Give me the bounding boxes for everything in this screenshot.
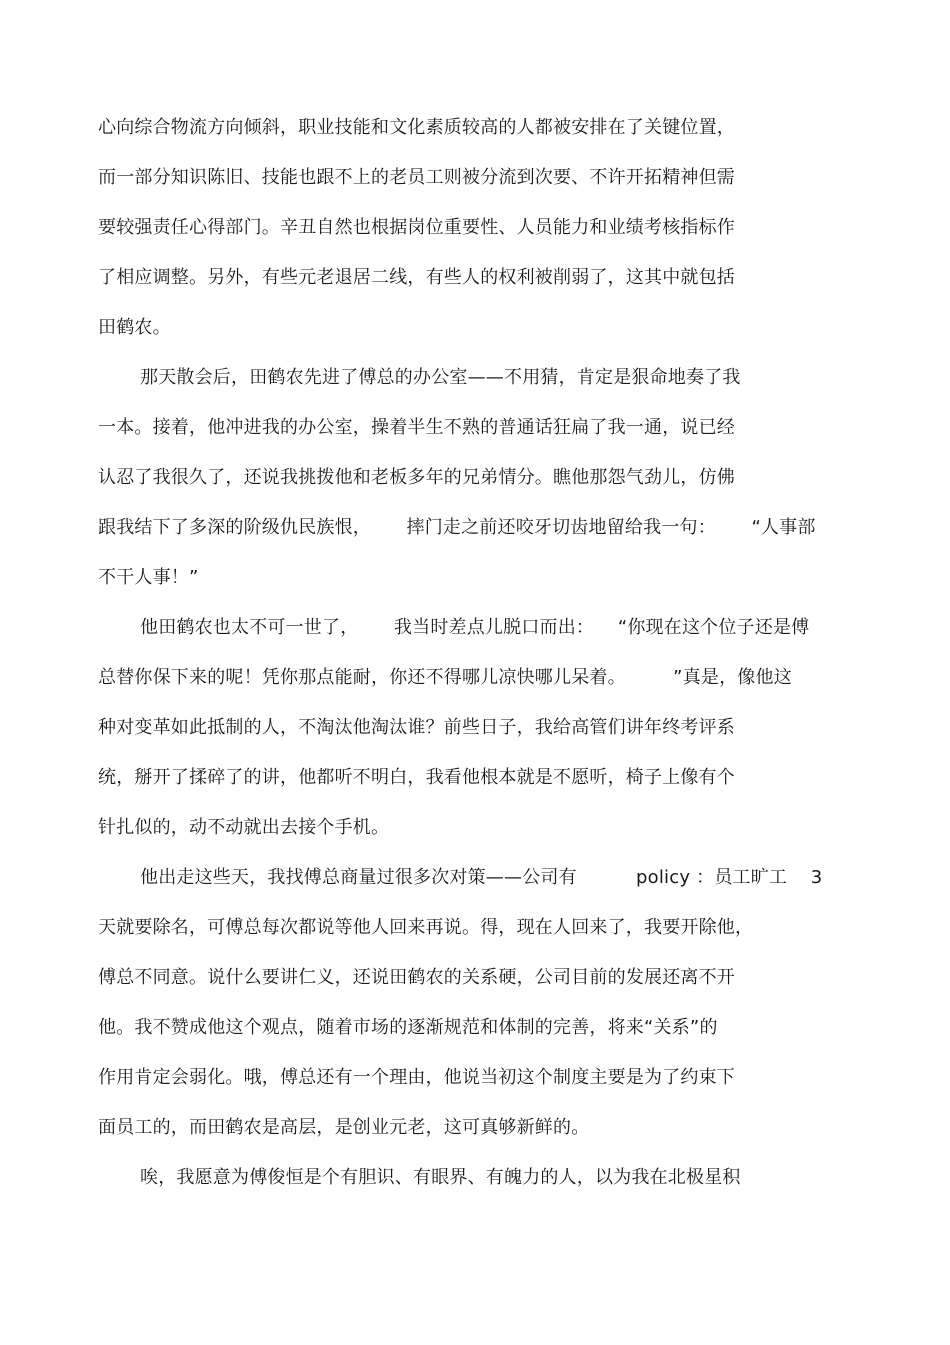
text-line-17: 天就要除名，可傅总每次都说等他人回来再说。得，现在人回来了，我要开除他， bbox=[98, 917, 754, 938]
text-line-22: 唉，我愿意为傅俊恒是个有胆识、有眼界、有魄力的人，以为我在北极星积 bbox=[140, 1167, 741, 1188]
text-line-10: 不干人事！” bbox=[98, 567, 199, 588]
text-line-4: 了相应调整。另外，有些元老退居二线，有些人的权利被削弱了，这其中就包括 bbox=[98, 267, 735, 288]
text-line-18: 傅总不同意。说什么要讲仁义，还说田鹤农的关系硬，公司目前的发展还离不开 bbox=[98, 967, 735, 988]
text-line-12: 总替你保下来的呢！凭你那点能耐，你还不得哪儿凉快哪儿呆着。 ”真是，像他这 bbox=[98, 667, 792, 688]
text-line-3: 要较强责任心得部门。辛丑自然也根据岗位重要性、人员能力和业绩考核指标作 bbox=[98, 217, 735, 238]
text-line-8: 认忍了我很久了，还说我挑拨他和老板多年的兄弟情分。瞧他那怨气劲儿，仿佛 bbox=[98, 467, 735, 488]
text-line-1: 心向综合物流方向倾斜，职业技能和文化素质较高的人都被安排在了关键位置， bbox=[98, 117, 735, 138]
text-line-15: 针扎似的，动不动就出去接个手机。 bbox=[98, 817, 390, 838]
text-line-6: 那天散会后，田鹤农先进了傅总的办公室——不用猜，肯定是狠命地奏了我 bbox=[140, 367, 741, 388]
text-line-13: 种对变革如此抵制的人，不淘汰他淘汰谁？前些日子，我给高管们讲年终考评系 bbox=[98, 717, 735, 738]
text-line-14: 统，掰开了揉碎了的讲，他都听不明白，我看他根本就是不愿听，椅子上像有个 bbox=[98, 767, 735, 788]
text-line-2: 而一部分知识陈旧、技能也跟不上的老员工则被分流到次要、不许开拓精神但需 bbox=[98, 167, 735, 188]
text-line-21: 面员工的，而田鹤农是高层，是创业元老，这可真够新鲜的。 bbox=[98, 1117, 590, 1138]
text-line-20: 作用肯定会弱化。哦，傅总还有一个理由，他说当初这个制度主要是为了约束下 bbox=[98, 1067, 735, 1088]
text-line-7: 一本。接着，他冲进我的办公室，操着半生不熟的普通话狂扁了我一通，说已经 bbox=[98, 417, 735, 438]
text-line-5: 田鹤农。 bbox=[98, 317, 171, 338]
text-line-11: 他田鹤农也太不可一世了， 我当时差点儿脱口而出： “你现在这个位子还是傅 bbox=[140, 617, 810, 638]
text-line-19: 他。我不赞成他这个观点，随着市场的逐渐规范和体制的完善，将来“关系”的 bbox=[98, 1017, 718, 1038]
text-line-16: 他出走这些天，我找傅总商量过很多次对策——公司有 policy ：员工旷工 3 bbox=[140, 867, 823, 888]
text-line-9: 跟我结下了多深的阶级仇民族恨， 摔门走之前还咬牙切齿地留给我一句： “人事部 bbox=[98, 517, 816, 538]
